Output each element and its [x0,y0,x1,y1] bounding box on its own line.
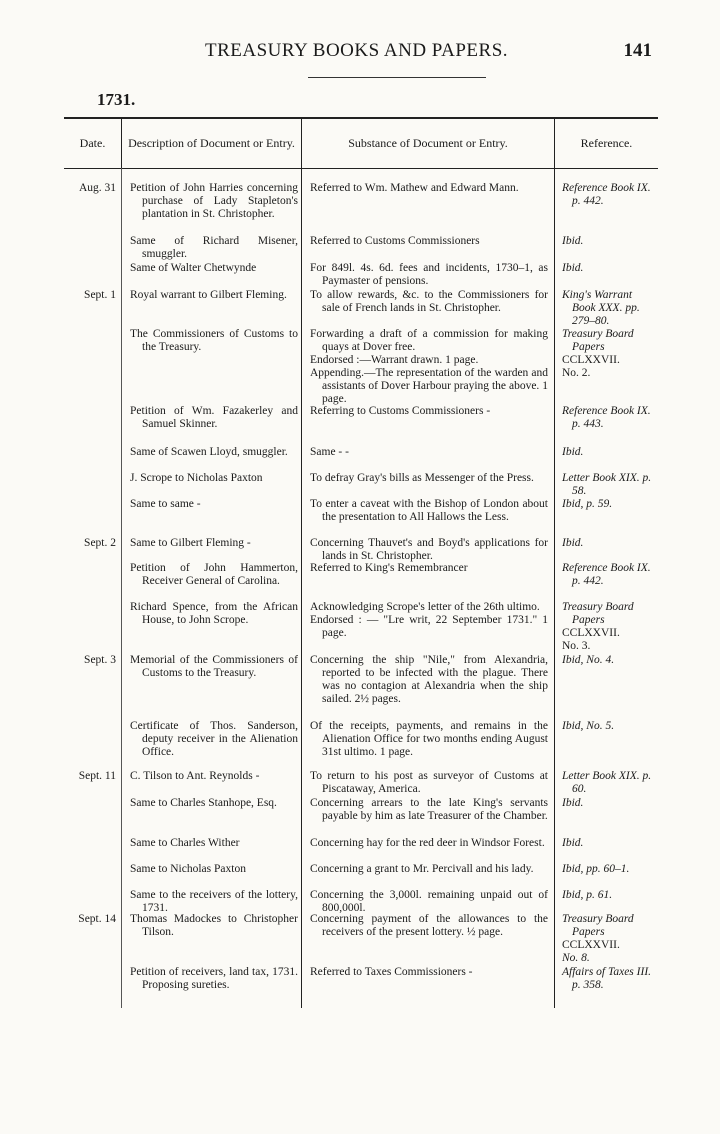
description-text: Same to same - [130,498,201,510]
substance-text: Concerning hay for the red deer in Windsor Forest. [310,837,545,849]
description-text: Same to Charles Stanhope, Esq. [130,797,277,809]
reference-text: Affairs of Taxes III. p. 358. [562,966,652,992]
entry-description [130,889,298,915]
substance-text: Concerning the 3,000l. remaining unpaid out of 800,000l. [310,889,548,915]
entry-reference [562,262,656,275]
entry-substance [310,405,548,418]
reference-volume: CCLXXVII. [562,939,620,952]
reference-number: No. 3. [562,640,591,653]
entry-description [130,446,298,459]
description-text: Petition of John Hammerton, Receiver General of Carolina. [130,562,298,588]
entry-description [130,837,298,850]
substance-text: Referring to Customs Commissioners - [310,405,491,417]
reference-text: Letter Book XIX. p. 60. [562,770,652,796]
description-text: Royal warrant to Gilbert Fleming. [130,289,287,301]
entry-reference [562,913,656,965]
substance-text: To allow rewards, &c. to the Commissioners for sale of French lands in St. Christopher. [310,289,548,315]
description-text: Same to the receivers of the lottery, 1731. [130,889,298,915]
substance-text: Forwarding a draft of a commission for making quays at Dover free. [310,328,548,354]
entry-reference [562,770,656,796]
substance-text: Of the receipts, payments, and remains in the Alienation Office for two months ending August 31st ultimo. 1 page. [310,720,548,759]
entry-date: Aug. 31 [78,182,116,194]
entry-date: Sept. 14 [78,913,116,925]
reference-text: Reference Book IX. p. 442. [562,562,651,588]
entry-description [130,720,298,759]
substance-text: For 849l. 4s. 6d. fees and incidents, 1730–1, as Paymaster of pensions. [310,262,548,288]
entry-reference [562,720,656,733]
entry-description [130,262,298,275]
entry-substance [310,797,548,823]
entry-reference [562,889,656,902]
entry-substance [310,498,548,524]
entry-substance [310,289,548,315]
reference-text: Ibid, No. 5. [562,720,615,732]
substance-text: Referred to King's Remembrancer [310,562,468,574]
reference-text: Treasury Board Papers [562,328,634,354]
reference-text: Ibid. [562,235,584,247]
entry-description [130,654,298,680]
entry-description [130,182,298,221]
description-text: Same of Walter Chetwynde [130,262,257,274]
endorsement-text: Endorsed :—Warrant drawn. 1 page. [310,354,479,367]
entry-description [130,235,298,261]
entry-description [130,797,298,810]
entry-date: Sept. 2 [84,537,116,549]
entry-reference [562,562,656,588]
reference-text: Ibid. [562,797,584,809]
description-text: Richard Spence, from the African House, to John Scrope. [130,601,298,627]
description-text: Thomas Madockes to Christopher Tilson. [130,913,298,939]
entry-reference [562,446,656,459]
column-header-date: Date. [79,136,106,150]
substance-text: Concerning payment of the allowances to the receivers of the present lottery. ½ page. [310,913,548,939]
reference-text: Treasury Board Papers [562,913,634,939]
column-header-description: Description of Document or Entry. [128,136,295,150]
description-text: Petition of receivers, land tax, 1731. Proposing sureties. [130,966,298,992]
entry-description [130,913,298,939]
reference-text: Ibid. [562,446,584,458]
substance-text: Concerning the ship "Nile," from Alexandria, reported to be infected with the plague. There was no contagion at Alexandria when the ship sailed. 2½ pages. [310,654,548,706]
substance-text: Acknowledging Scrope's letter of the 26th ultimo. [310,601,540,613]
reference-text: Ibid. [562,837,584,849]
entry-substance [310,446,548,459]
entry-description [130,562,298,588]
entry-substance [310,863,548,876]
description-text: Certificate of Thos. Sanderson, deputy receiver in the Alienation Office. [130,720,298,759]
substance-text: Referred to Taxes Commissioners - [310,966,473,978]
substance-text: To defray Gray's bills as Messenger of the Press. [310,472,534,484]
substance-text: To enter a caveat with the Bishop of London about the presentation to All Hallows the Less. [310,498,548,524]
entry-substance [310,889,548,915]
reference-text: Ibid. [562,537,584,549]
entry-description [130,966,298,992]
entry-description [130,863,298,876]
reference-number: No. 8. [562,952,590,965]
entry-reference [562,182,656,208]
page-number: 141 [623,40,652,61]
entry-substance [310,654,548,706]
entry-substance [310,182,548,195]
description-text: Same to Nicholas Paxton [130,863,246,875]
entry-reference [562,966,656,992]
entry-reference [562,654,656,667]
entry-substance [310,472,548,485]
entry-description [130,328,298,354]
entry-substance [310,328,548,407]
entry-description [130,537,298,550]
description-text: J. Scrope to Nicholas Paxton [130,472,263,484]
entry-date: Sept. 1 [84,289,116,301]
description-text: C. Tilson to Ant. Reynolds - [130,770,260,782]
appendix-text: Appending.—The representation of the warden and assistants of Dover Harbour praying the above. 1 page. [310,367,548,406]
entry-reference [562,837,656,850]
substance-text: Concerning a grant to Mr. Percivall and his lady. [310,863,534,875]
reference-text: Ibid, p. 61. [562,889,613,901]
description-text: Same of Scawen Lloyd, smuggler. [130,446,288,458]
entry-substance [310,770,548,796]
entry-substance [310,913,548,939]
entry-substance [310,837,548,850]
entry-description [130,472,298,485]
reference-text: King's Warrant Book XXX. pp. 279–80. [562,289,640,328]
entry-date: Sept. 11 [78,770,116,782]
reference-text: Ibid, No. 4. [562,654,615,666]
reference-text: Ibid, p. 59. [562,498,613,510]
entry-reference [562,601,656,653]
entry-substance [310,601,548,640]
description-text: The Commissioners of Customs to the Treasury. [130,328,298,354]
entry-substance [310,562,548,575]
reference-text: Ibid, pp. 60–1. [562,863,630,875]
substance-text: Same - - [310,446,349,458]
endorsement-text: Endorsed : — "Lre writ, 22 September 1731." 1 page. [310,614,548,640]
substance-text: To return to his post as surveyor of Customs at Piscataway, America. [310,770,548,796]
reference-volume: CCLXXVII. [562,354,620,367]
description-text: Same to Charles Wither [130,837,240,849]
entry-substance [310,537,548,563]
entry-reference [562,498,656,511]
entry-reference [562,537,656,550]
entry-reference [562,235,656,248]
entry-date: Sept. 3 [84,654,116,666]
description-text: Petition of Wm. Fazakerley and Samuel Skinner. [130,405,298,431]
entry-description [130,770,298,783]
reference-text: Letter Book XIX. p. 58. [562,472,652,498]
description-text: Memorial of the Commissioners of Customs to the Treasury. [130,654,298,680]
entry-substance [310,262,548,288]
substance-text: Concerning Thauvet's and Boyd's applications for lands in St. Christopher. [310,537,548,563]
column-header-reference: Reference. [580,136,633,150]
entry-reference [562,472,656,498]
reference-text: Treasury Board Papers [562,601,634,627]
reference-volume: CCLXXVII. [562,627,620,640]
description-text: Petition of John Harries concerning purchase of Lady Stapleton's plantation in St. Christopher. [130,182,298,221]
entry-substance [310,720,548,759]
entry-reference [562,797,656,810]
reference-text: Reference Book IX. p. 443. [562,405,651,431]
description-text: Same to Gilbert Fleming - [130,537,251,549]
reference-text: Ibid. [562,262,584,274]
substance-text: Concerning arrears to the late King's servants payable by him as late Treasurer of the Chamber. [310,797,548,823]
substance-text: Referred to Customs Commissioners [310,235,480,247]
entry-description [130,498,298,511]
column-header-substance: Substance of Document or Entry. [348,136,508,150]
entry-reference [562,289,656,328]
entry-description [130,405,298,431]
entry-reference [562,863,656,876]
reference-text: Reference Book IX. p. 442. [562,182,651,208]
entry-reference [562,405,656,431]
entry-substance [310,966,548,979]
year-heading: 1731. [97,90,136,109]
running-title: TREASURY BOOKS AND PAPERS. [205,40,509,61]
reference-number: No. 2. [562,367,591,380]
substance-text: Referred to Wm. Mathew and Edward Mann. [310,182,519,194]
entry-reference [562,328,656,380]
entry-description [130,601,298,627]
description-text: Same of Richard Misener, smuggler. [130,235,298,261]
entry-description [130,289,298,302]
entry-substance [310,235,548,248]
